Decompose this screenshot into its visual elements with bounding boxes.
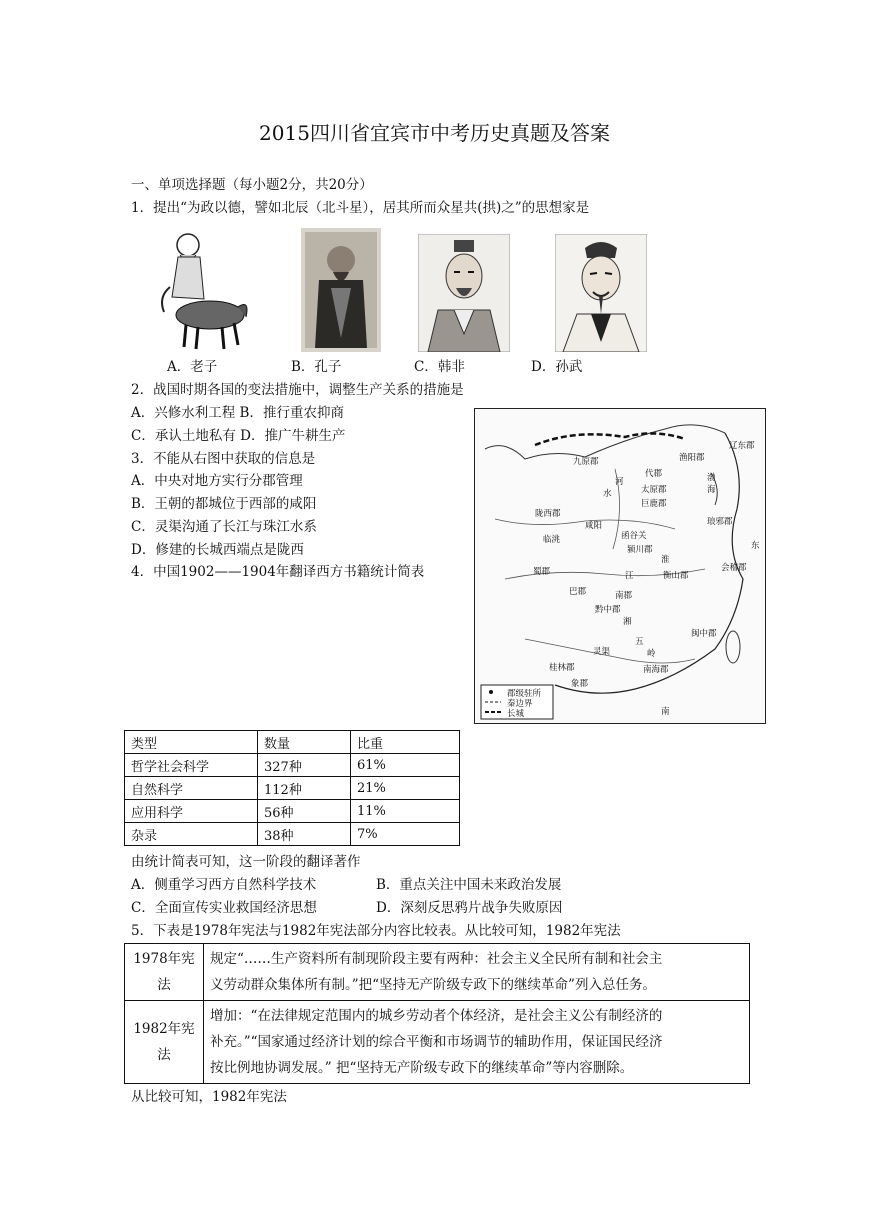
map-label: 象郡 [571, 679, 589, 689]
q3-option-c[interactable]: C．灵渠沟通了长江与珠江水系 [131, 519, 317, 535]
row-content-1982 [204, 1001, 750, 1084]
q4-option-c[interactable]: C．全面宣传实业救国经济思想 [131, 900, 317, 916]
content-line: 增加：“在法律规定范围内的城乡劳动者个体经济，是社会主义公有制经济的 [210, 1008, 663, 1024]
map-legend-item: 长城 [507, 709, 525, 719]
q2-options-row2[interactable]: C．承认土地私有 D．推广牛耕生产 [131, 428, 346, 444]
map-label: 蜀郡 [533, 567, 551, 577]
table-cell: 61% [351, 754, 460, 777]
table-row [125, 754, 460, 777]
table-cell: 11% [351, 800, 460, 823]
table-row [125, 1001, 750, 1084]
table-cell: 112种 [258, 777, 351, 800]
map-label: 太原郡 [641, 485, 667, 495]
map-label: 巨鹿郡 [641, 499, 667, 509]
q4-option-a[interactable]: A．侧重学习西方自然科学技术 [131, 877, 317, 893]
confucius-portrait [301, 228, 381, 352]
content-line: 义劳动群众集体所有制。”把“坚持无产阶级专政下的继续革命”列入总任务。 [210, 977, 656, 993]
map-label: 五 [635, 637, 644, 647]
q3-stem: 3．不能从右图中获取的信息是 [131, 451, 316, 467]
map-label: 岭 [647, 649, 656, 659]
map-label: 黔中郡 [595, 605, 621, 615]
table-cell: 38种 [258, 823, 351, 846]
table-cell: 56种 [258, 800, 351, 823]
map-legend-item: 秦边界 [507, 699, 533, 709]
table-header: 比重 [351, 731, 460, 754]
table-cell: 21% [351, 777, 460, 800]
document-title: 2015四川省宜宾市中考历史真题及答案 [259, 121, 610, 145]
content-line: 按比例地协调发展。” 把“坚持无产阶级专政下的继续革命”等内容删除。 [210, 1060, 634, 1076]
map-label: 水 [603, 489, 612, 499]
map-label: 巴郡 [569, 587, 587, 597]
map-label: 南 [661, 707, 670, 717]
map-label: 江 [625, 571, 634, 581]
table-cell: 哲学社会科学 [125, 754, 258, 777]
map-label: 桂林郡 [549, 663, 575, 673]
q1-option-c[interactable]: C．韩非 [414, 359, 465, 375]
laozi-portrait [150, 227, 252, 353]
content-line: 补充。”“国家通过经济计划的综合平衡和市场调节的辅助作用，保证国民经济 [210, 1034, 663, 1050]
map-label: 代郡 [645, 469, 663, 479]
table-cell: 自然科学 [125, 777, 258, 800]
map-label: 渤 [707, 473, 716, 483]
table-row [125, 800, 460, 823]
table-cell: 327种 [258, 754, 351, 777]
map-label: 闽中郡 [691, 629, 717, 639]
row-header-line: 1982年宪 [133, 1021, 195, 1037]
constitution-comparison-table [124, 943, 750, 1084]
table-header-row [125, 731, 460, 754]
map-label: 陇西郡 [535, 509, 561, 519]
map-label: 南郡 [615, 591, 633, 601]
map-label: 咸阳 [585, 521, 603, 531]
map-legend-item: 郡级驻所 [507, 689, 542, 699]
q2-options-row1[interactable]: A．兴修水利工程 B．推行重农抑商 [131, 405, 344, 421]
hanfei-portrait [418, 234, 510, 352]
q1-option-b[interactable]: B．孔子 [291, 359, 342, 375]
row-header-line: 法 [157, 1047, 171, 1063]
q3-option-a[interactable]: A．中央对地方实行分郡管理 [131, 473, 303, 489]
map-label: 河 [615, 477, 624, 487]
row-header-line: 法 [157, 977, 171, 993]
map-label: 海 [707, 485, 716, 495]
table-cell: 杂录 [125, 823, 258, 846]
translation-stats-table [124, 730, 460, 846]
table-cell: 7% [351, 823, 460, 846]
q5-trailer: 从比较可知，1982年宪法 [131, 1089, 287, 1105]
q1-option-d[interactable]: D．孙武 [531, 359, 583, 375]
row-header-line: 1978年宪 [133, 951, 195, 967]
q4-stem: 4．中国1902——1904年翻译西方书籍统计简表 [131, 564, 425, 580]
table-header: 数量 [258, 731, 351, 754]
sunwu-portrait [555, 234, 647, 352]
table-row [125, 823, 460, 846]
q4-conclusion: 由统计简表可知，这一阶段的翻译著作 [131, 854, 361, 870]
map-label: 灵渠 [593, 647, 611, 657]
row-content-1978 [204, 944, 750, 1001]
map-label: 辽东郡 [729, 441, 755, 451]
q1-stem: 1．提出“为政以德，譬如北辰（北斗星），居其所而众星共(拱)之”的思想家是 [131, 200, 590, 216]
table-header: 类型 [125, 731, 258, 754]
table-row [125, 777, 460, 800]
map-label: 临洮 [543, 535, 561, 545]
map-label: 函谷关 [621, 531, 647, 541]
q4-option-b[interactable]: B．重点关注中国未来政治发展 [376, 877, 562, 893]
map-label: 渔阳郡 [679, 453, 705, 463]
map-label: 会稽郡 [721, 563, 747, 573]
map-label: 九原郡 [573, 457, 599, 467]
q3-option-b[interactable]: B．王朝的都城位于西部的咸阳 [131, 496, 317, 512]
map-label: 南海郡 [643, 665, 669, 675]
map-label: 东 [751, 541, 760, 551]
section-heading: 一、单项选择题（每小题2分，共20分） [131, 177, 373, 193]
table-cell: 应用科学 [125, 800, 258, 823]
qin-map [474, 408, 766, 724]
q5-stem: 5．下表是1978年宪法与1982年宪法部分内容比较表。从比较可知，1982年宪法 [131, 923, 621, 939]
q4-option-d[interactable]: D．深刻反思鸦片战争失败原因 [376, 900, 563, 916]
table-row [125, 944, 750, 1001]
q2-stem: 2．战国时期各国的变法措施中，调整生产关系的措施是 [131, 382, 464, 398]
map-label: 湘 [623, 617, 632, 627]
map-label: 颍川郡 [627, 545, 653, 555]
row-header-1982 [125, 1001, 204, 1084]
q3-option-d[interactable]: D．修建的长城西端点是陇西 [131, 542, 304, 558]
row-header-1978 [125, 944, 204, 1001]
q1-option-a[interactable]: A．老子 [167, 359, 218, 375]
map-label: 淮 [661, 555, 670, 565]
content-line: 规定“……生产资料所有制现阶段主要有两种：社会主义全民所有制和社会主 [210, 951, 663, 967]
map-label: 衡山郡 [663, 571, 689, 581]
map-label: 琅邪郡 [707, 517, 733, 527]
